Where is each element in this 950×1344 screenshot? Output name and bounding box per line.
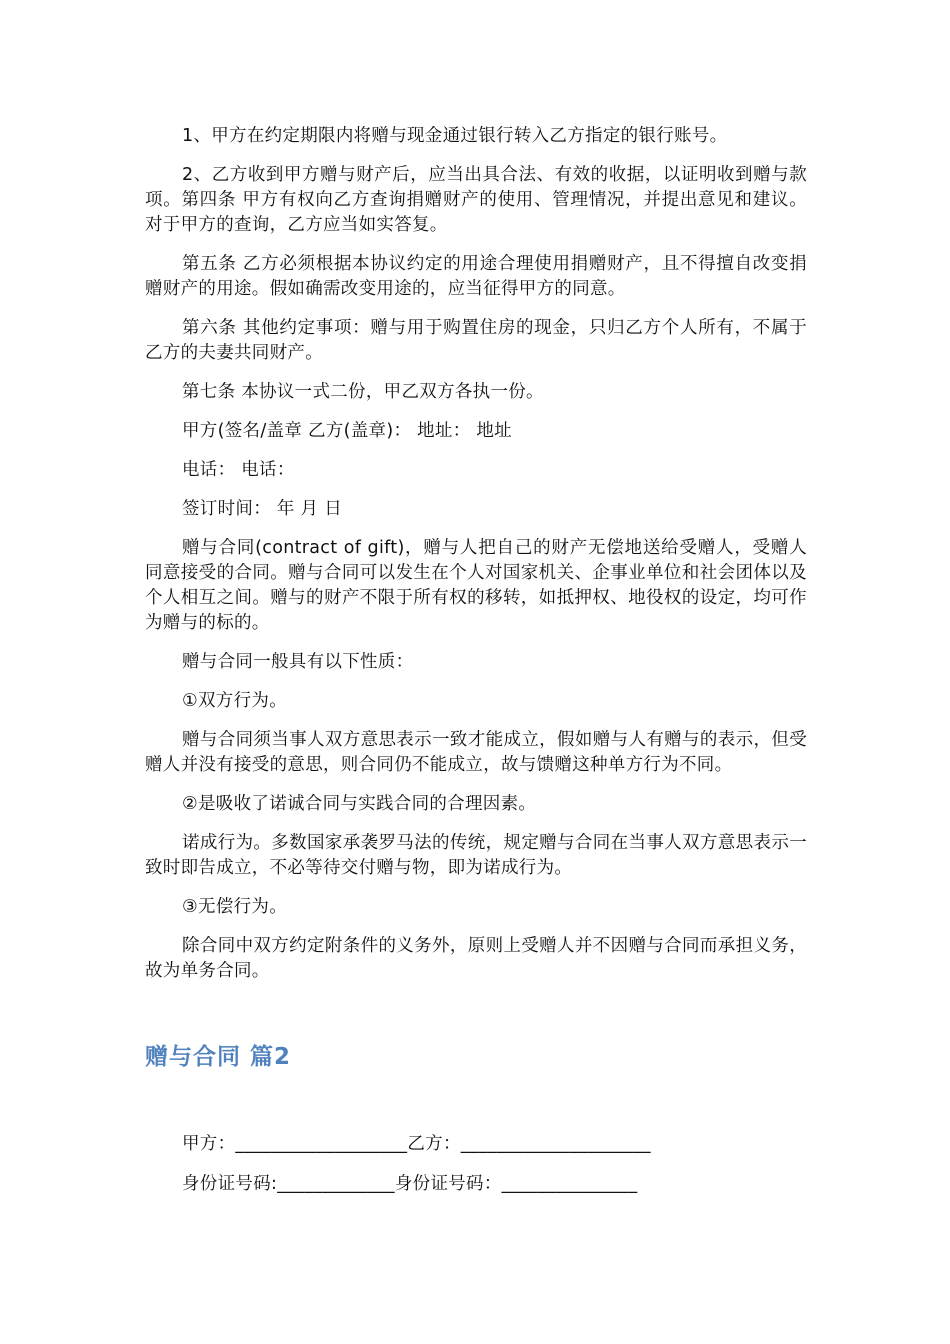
paragraph-article-7: 第七条 本协议一式二份，甲乙双方各执一份。 xyxy=(182,382,544,402)
property-item-2: ②是吸收了诺诚合同与实践合同的合理因素。 xyxy=(182,794,537,814)
signing-date-line: 签订时间： 年 月 日 xyxy=(182,499,342,519)
party-names-line: 甲方：___________________乙方：_____________________ xyxy=(182,1134,651,1154)
paragraph-2: 2、乙方收到甲方赠与财产后，应当出具合法、有效的收据，以证明收到赠与款项。第四条 甲方有权向乙方查询捐赠财产的使用、管理情况，并提出意见和建议。对于甲方的查询，乙方应当如实答复。 xyxy=(145,165,807,235)
paragraph-1: 1、甲方在约定期限内将赠与现金通过银行转入乙方指定的银行账号。 xyxy=(182,126,728,146)
paragraph-unilateral: 除合同中双方约定附条件的义务外，原则上受赠人并不因赠与合同而承担义务，故为单务合同。 xyxy=(145,936,807,981)
paragraph-consensual: 诺成行为。多数国家承袭罗马法的传统，规定赠与合同在当事人双方意思表示一致时即告成立，不必等待交付赠与物，即为诺成行为。 xyxy=(145,833,807,878)
signature-line: 甲方(签名/盖章 乙方(盖章)： 地址： 地址 xyxy=(182,421,512,441)
paragraph-article-5: 第五条 乙方必须根据本协议约定的用途合理使用捐赠财产，且不得擅自改变捐赠财产的用途。假如确需改变用途的，应当征得甲方的同意。 xyxy=(145,254,807,299)
paragraph-definition: 赠与合同(contract of gift)，赠与人把自己的财产无偿地送给受赠人，受赠人同意接受的合同。赠与合同可以发生在个人对国家机关、企事业单位和社会团体以及个人相互之间。赠与的财产不限于所有权的移转，如抵押权、地役权的设定，均可作为赠与的标的。 xyxy=(145,538,807,633)
property-item-1: ①双方行为。 xyxy=(182,691,287,711)
phone-line: 电话： 电话： xyxy=(182,460,295,480)
paragraph-bilateral: 赠与合同须当事人双方意思表示一致才能成立，假如赠与人有赠与的表示，但受赠人并没有接受的意思，则合同仍不能成立，故与馈赠这种单方行为不同。 xyxy=(145,730,807,775)
paragraph-properties-intro: 赠与合同一般具有以下性质： xyxy=(182,652,414,672)
section-heading: 赠与合同 篇2 xyxy=(145,1044,292,1070)
property-item-3: ③无偿行为。 xyxy=(182,897,287,917)
id-numbers-line: 身份证号码:_____________身份证号码：_______________ xyxy=(182,1174,638,1194)
document-body xyxy=(145,124,807,998)
paragraph-article-6: 第六条 其他约定事项：赠与用于购置住房的现金，只归乙方个人所有，不属于乙方的夫妻共同财产。 xyxy=(145,318,807,363)
